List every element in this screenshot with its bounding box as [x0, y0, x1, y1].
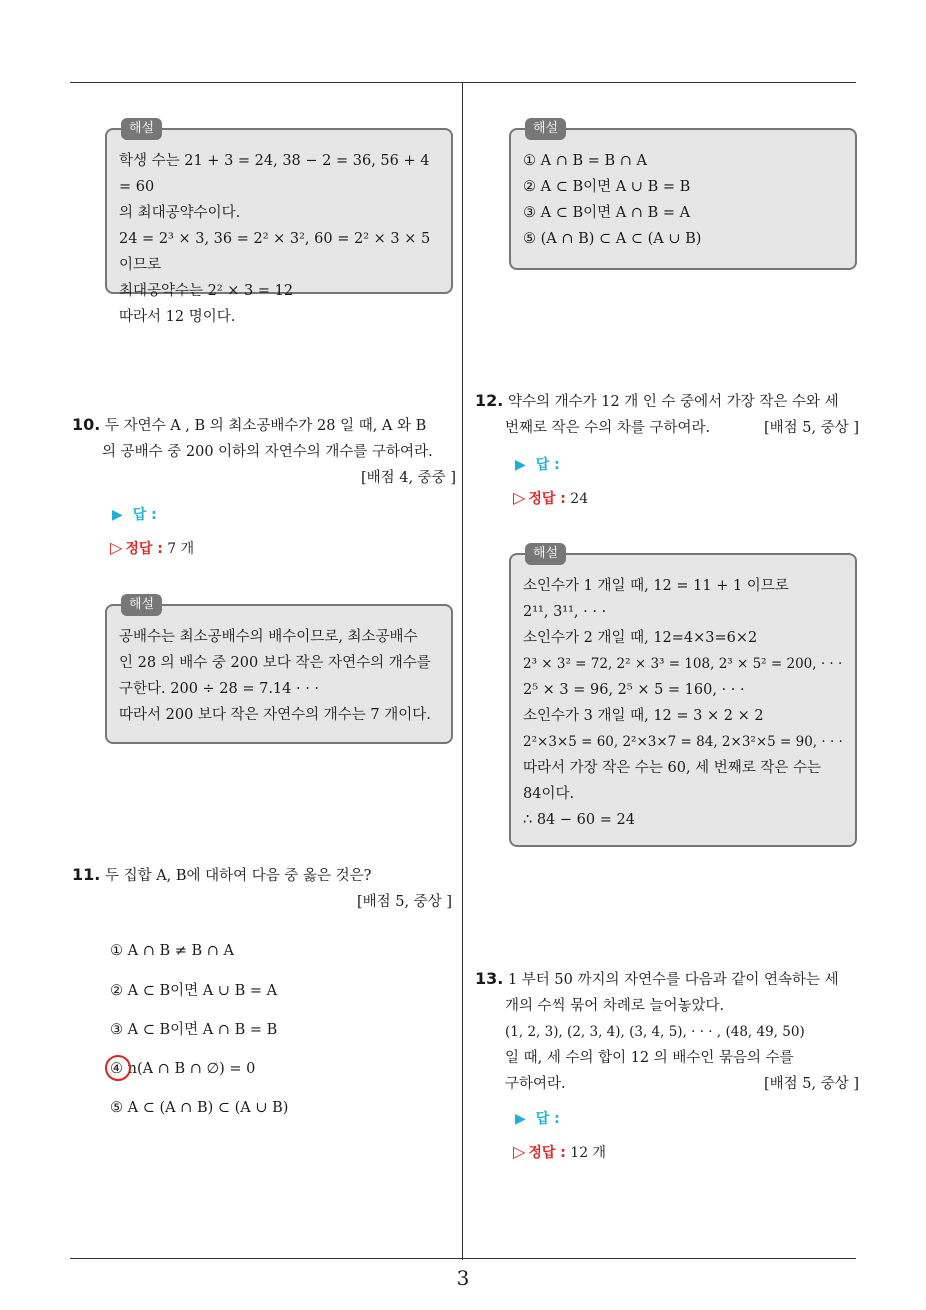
correct-label: 정답 :: [125, 541, 163, 557]
solution-line: 의 최대공약수이다.: [119, 205, 241, 221]
outline-triangle-icon: ▷: [110, 538, 123, 557]
solution-line: 구한다. 200 ÷ 28 = 7.14 · · ·: [119, 681, 320, 697]
option-1: ① A ∩ B ≠ B ∩ A: [110, 943, 234, 959]
score-label: [배점 5, 중상 ]: [356, 894, 452, 910]
question-text: 구하여라.: [505, 1076, 566, 1092]
solution-tag: 해설: [121, 594, 162, 616]
solution-tag: 해설: [121, 118, 162, 140]
play-triangle-icon: ▶: [112, 507, 123, 523]
solution-line: 2²×3×5 = 60, 2²×3×7 = 84, 2×3²×5 = 90, · · ·: [523, 734, 843, 750]
question-number: 11.: [72, 865, 101, 884]
play-triangle-icon: ▶: [515, 457, 526, 473]
solution-line: 인 28 의 배수 중 200 보다 작은 자연수의 개수를: [119, 655, 431, 671]
question-text: 약수의 개수가 12 개 인 수 중에서 가장 작은 수와 세: [507, 394, 839, 410]
solution-box-10: [105, 597, 453, 744]
outline-triangle-icon: ▷: [513, 1142, 526, 1161]
solution-line: 2¹¹, 3¹¹, · · ·: [523, 604, 607, 620]
selected-option-circle: [105, 1055, 131, 1081]
solution-line: 2⁵ × 3 = 96, 2⁵ × 5 = 160, · · ·: [523, 682, 745, 698]
correct-answer-row: [110, 538, 194, 558]
solution-tag: 해설: [525, 543, 566, 565]
question-line: [475, 1071, 859, 1097]
answer-row: [515, 454, 560, 474]
solution-line: 24 = 2³ × 3, 36 = 2² × 3², 60 = 2² × 3 × 5이므로: [119, 231, 431, 273]
question-line: [475, 415, 859, 441]
solution-line: 84이다.: [523, 786, 575, 802]
answer-label: 답 :: [132, 507, 157, 523]
option-5: ⑤ A ⊂ (A ∩ B) ⊂ (A ∪ B): [110, 1100, 289, 1116]
question-12: [475, 388, 859, 441]
solution-line: 2³ × 3² = 72, 2² × 3³ = 108, 2³ × 5² = 200, · · ·: [523, 656, 843, 672]
solution-line: ② A ⊂ B이면 A ∪ B = B: [523, 179, 691, 195]
question-13: [475, 966, 859, 1097]
question-11: [72, 862, 452, 915]
answer-label: 답 :: [535, 1111, 560, 1127]
solution-line: 따라서 200 보다 작은 자연수의 개수는 7 개이다.: [119, 707, 431, 723]
question-text: 1 부터 50 까지의 자연수를 다음과 같이 연속하는 세: [507, 972, 839, 988]
play-triangle-icon: ▶: [515, 1111, 526, 1127]
solution-box-12: [509, 546, 857, 847]
solution-tag: 해설: [525, 118, 566, 140]
correct-value: 24: [570, 491, 589, 507]
solution-line: ③ A ⊂ B이면 A ∩ B = A: [523, 205, 691, 221]
option-2: ② A ⊂ B이면 A ∪ B = A: [110, 983, 278, 999]
option-3: ③ A ⊂ B이면 A ∩ B = B: [110, 1022, 278, 1038]
correct-label: 정답 :: [528, 491, 566, 507]
correct-value: 7 개: [167, 541, 195, 557]
solution-line: 공배수는 최소공배수의 배수이므로, 최소공배수: [119, 629, 418, 645]
answer-label: 답 :: [535, 457, 560, 473]
page-number: 3: [456, 1266, 470, 1290]
correct-label: 정답 :: [528, 1145, 566, 1161]
column-divider: [462, 82, 463, 1260]
question-number: 10.: [72, 415, 101, 434]
solution-line: 따라서 가장 작은 수는 60, 세 번째로 작은 수는: [523, 760, 822, 776]
question-text: 의 공배수 중 200 이하의 자연수의 개수를 구하여라.: [102, 444, 433, 460]
question-text: 번째로 작은 수의 차를 구하여라.: [505, 420, 711, 436]
question-text: 일 때, 세 수의 합이 12 의 배수인 묶음의 수를: [505, 1050, 794, 1066]
solution-box-11: [509, 121, 857, 270]
correct-value: 12 개: [570, 1145, 607, 1161]
score-label: [배점 5, 중상 ]: [763, 1076, 859, 1092]
score-label: [배점 4, 중중 ]: [360, 470, 456, 486]
answer-row: [112, 504, 157, 524]
question-number: 13.: [475, 969, 504, 988]
question-text: 두 자연수 A , B 의 최소공배수가 28 일 때, A 와 B: [104, 418, 427, 434]
question-10: [72, 412, 456, 491]
solution-line: 소인수가 1 개일 때, 12 = 11 + 1 이므로: [523, 578, 789, 594]
question-number: 12.: [475, 391, 504, 410]
solution-line: 학생 수는 21 + 3 = 24, 38 − 2 = 36, 56 + 4 = 60: [119, 153, 430, 195]
solution-box-9: [105, 121, 453, 325]
score-label: [배점 5, 중상 ]: [763, 420, 859, 436]
solution-line: ⑤ (A ∩ B) ⊂ A ⊂ (A ∪ B): [523, 231, 702, 247]
solution-line: 소인수가 3 개일 때, 12 = 3 × 2 × 2: [523, 708, 764, 724]
correct-answer-row: [513, 1142, 606, 1162]
solution-line: 최대공약수는 2² × 3 = 12: [119, 283, 294, 299]
solution-line: 따라서 12 명이다.: [119, 309, 236, 325]
question-text: (1, 2, 3), (2, 3, 4), (3, 4, 5), · · · , (48, 49, 50): [505, 1024, 805, 1040]
option-4: ④ n(A ∩ B ∩ ∅) = 0: [110, 1061, 256, 1077]
question-text: 두 집합 A, B에 대하여 다음 중 옳은 것은?: [104, 868, 372, 884]
solution-line: 소인수가 2 개일 때, 12=4×3=6×2: [523, 630, 758, 646]
outline-triangle-icon: ▷: [513, 488, 526, 507]
solution-line: ① A ∩ B = B ∩ A: [523, 153, 647, 169]
solution-line: ∴ 84 − 60 = 24: [523, 812, 635, 828]
correct-answer-row: [513, 488, 588, 508]
answer-row: [515, 1108, 560, 1128]
bottom-rule: [70, 1258, 856, 1259]
question-text: 개의 수씩 묶어 차례로 늘어놓았다.: [505, 998, 725, 1014]
top-rule: [70, 82, 856, 83]
